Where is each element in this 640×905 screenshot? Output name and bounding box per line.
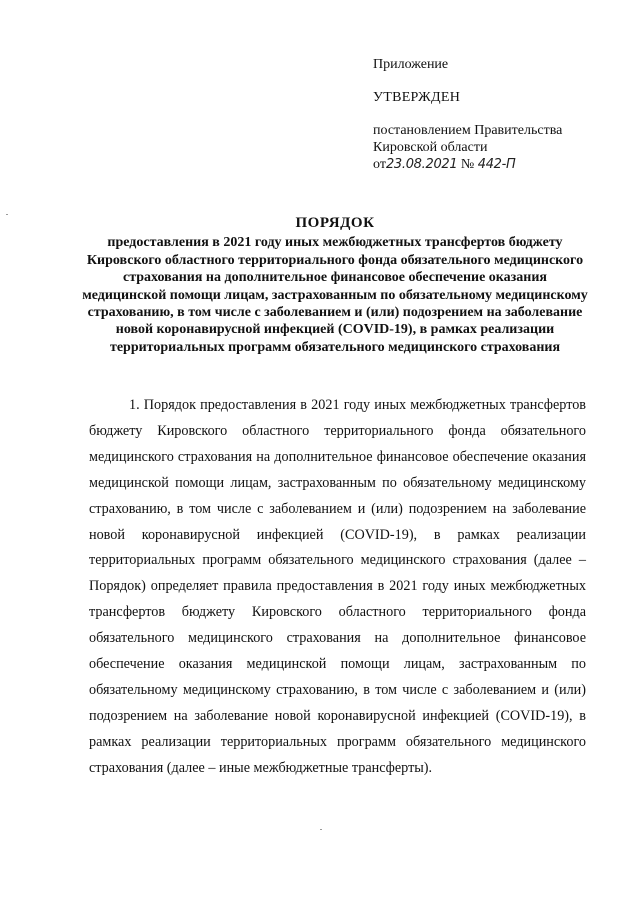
document-title-block <box>80 215 590 356</box>
document-heading: ПОРЯДОК <box>295 215 375 231</box>
decree-line-1: постановлением Правительства <box>373 123 563 138</box>
number-prefix: № <box>460 157 475 172</box>
scan-speck <box>6 214 8 215</box>
scan-speck <box>320 829 322 830</box>
paragraph-1: 1. Порядок предоставления в 2021 году иных межбюджетных трансфертов бюджету Кировского областного территориального фонда обязательного медицинского страхования на дополнительное финансовое обеспечение оказания медицинской помощи лицам, застрахованным по обязательному медицинскому страхованию, в том числе с заболеванием и (или) подозрением на заболевание новой коронавирусной инфекцией (COVID-19), в рамках реализации территориальных программ обязательного медицинского страхования (далее – Порядок) определяет правила предоставления в 2021 году иных межбюджетных трансфертов бюджету Кировского областного территориального фонда обязательного медицинского страхования на дополнительное финансовое обеспечение оказания медицинской помощи лицам, застрахованным по обязательному медицинскому страхованию, в том числе с заболеванием и (или) подозрением на заболевание новой коронавирусной инфекцией (COVID-19), в рамках реализации территориальных программ обязательного медицинского страхования (далее – иные межбюджетные трансферты). <box>89 397 586 776</box>
decree-date-line <box>373 156 623 173</box>
decree-line-2: Кировской области <box>373 140 488 155</box>
date-prefix: от <box>373 157 386 172</box>
decree-date: 23.08.2021 <box>385 157 458 172</box>
approved-label: УТВЕРЖДЕН <box>373 90 461 105</box>
decree-number: 442-П <box>477 157 516 172</box>
document-subtitle: предоставления в 2021 году иных межбюджетных трансфертов бюджету Кировского областного территориального фонда обязательного медицинского страхования на дополнительное финансовое обеспечение оказания медицинской помощи лицам, застрахованным по обязательному медицинскому страхованию, в том числе с заболеванием и (или) подозрением на заболевание новой коронавирусной инфекцией (COVID-19), в рамках реализации территориальных программ обязательного медицинского страхования <box>82 235 588 355</box>
approval-stamp-block <box>373 56 623 173</box>
appendix-label: Приложение <box>373 57 449 72</box>
